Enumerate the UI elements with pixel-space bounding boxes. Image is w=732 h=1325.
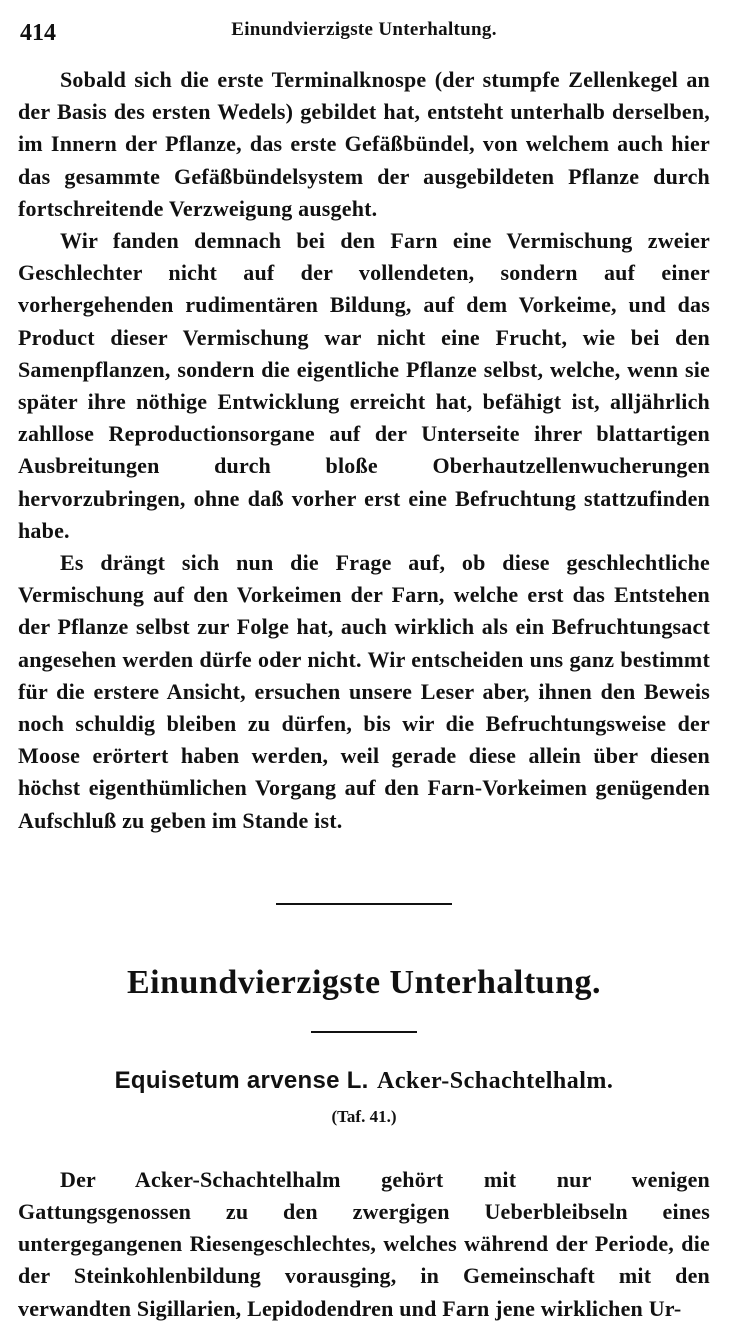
body-paragraph: Sobald sich die erste Terminalknospe (der stumpfe Zellenkegel an der Basis des ersten Wedels) gebildet hat, entsteht unterhalb derselben, im Innern der Pflanze, das erste Gefäßbündel, von welchem auch hier das gesammte Gefäßbündelsystem der ausgebildeten Pflanze durch fortschreitende Verzweigung ausgeht. — [18, 67, 710, 221]
page-number: 414 — [20, 20, 56, 46]
species-latin-name: Equisetum arvense L. — [114, 1066, 369, 1094]
species-common-name: Acker-Schachtelhalm. — [377, 1067, 614, 1094]
body-paragraph: Es drängt sich nun die Frage auf, ob diese geschlechtliche Vermischung auf den Vorkeimen der Farn, welche erst das Entstehen der Pflanze selbst zur Folge hat, auch wirklich als ein Befruchtungsact angesehen werden dürfe oder nicht. Wir entscheiden uns ganz bestimmt für die erstere Ansicht, ersuchen unsere Leser aber, ihnen den Beweis noch schuldig bleiben zu dürfen, bis wir die Befruchtungsweise der Moose erörtert haben werden, weil gerade diese allein über diesen höchst eigenthümlichen Vorgang auf den Farn-Vorkeimen genügenden Aufschluß zu geben im Stande ist. — [18, 550, 710, 833]
body-paragraph: Wir fanden demnach bei den Farn eine Vermischung zweier Geschlechter nicht auf der vollendeten, sondern auf einer vorhergehenden rudimentären Bildung, auf dem Vorkeime, und das Product dieser Vermischung war nicht eine Frucht, wie bei den Samenpflanzen, sondern die eigentliche Pflanze selbst, welche, wenn sie später ihre nöthige Entwicklung erreicht hat, befähigt ist, alljährlich zahllose Reproductionsorgane auf der Unterseite ihrer blattartigen Ausbreitungen durch bloße Oberhautzellenwucherungen hervorzubringen, ohne daß vorher erst eine Befruchtung stattzufinden habe. — [18, 228, 710, 543]
running-title: Einundvierzigste Unterhaltung. — [231, 19, 497, 40]
title-divider — [311, 1031, 417, 1033]
running-head — [18, 12, 710, 46]
plate-reference: (Taf. 41.) — [331, 1106, 397, 1126]
book-page — [18, 12, 710, 1325]
section-divider — [276, 903, 452, 905]
section-paragraph: Der Acker-Schachtelhalm gehört mit nur wenigen Gattungsgenossen zu den zwergigen Ueberbleibseln eines untergegangenen Riesengeschlechtes, welches während der Periode, die der Steinkohlenbildung vorausging, in Gemeinschaft mit den verwandten Sigillarien, Lepidodendren und Farn jene wirklichen Ur- — [18, 1166, 710, 1321]
species-heading — [18, 1063, 710, 1098]
section-title: Einundvierzigste Unterhaltung. — [126, 963, 602, 1001]
